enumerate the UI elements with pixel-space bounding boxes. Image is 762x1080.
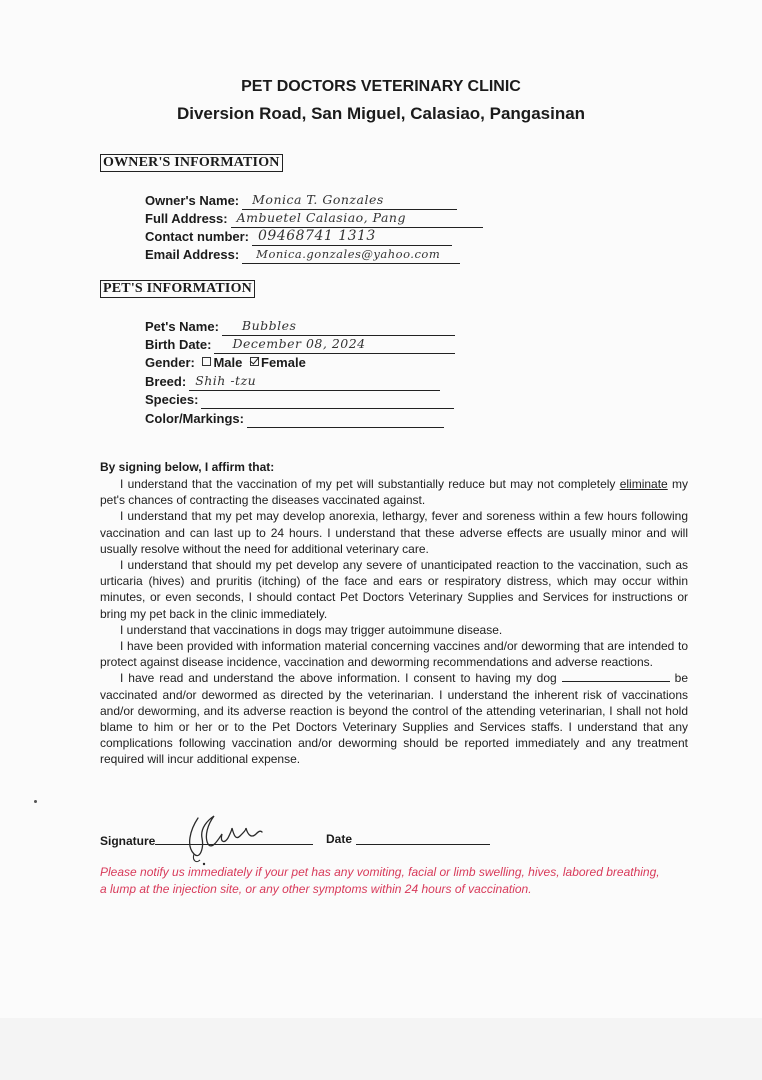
birth-date-value: December 08, 2024 bbox=[232, 336, 366, 351]
birth-date-label: Birth Date: bbox=[145, 337, 212, 352]
handwritten-signature bbox=[180, 800, 270, 866]
contact-number-line[interactable] bbox=[252, 230, 452, 246]
vaccination-notice: Please notify us immediately if your pet has any vomiting, facial or limb swelling, hives, labored breathing, a lump at the injection site, or any other symptoms within 24 hours of vaccination. bbox=[100, 865, 660, 896]
gender-label: Gender: bbox=[145, 355, 195, 370]
owner-section-title: OWNER'S INFORMATION bbox=[100, 154, 283, 172]
color-markings-label: Color/Markings: bbox=[145, 411, 244, 426]
gender-female-label: Female bbox=[261, 355, 306, 370]
affirmation-paragraph-6 bbox=[100, 670, 688, 767]
signature-label: Signature bbox=[100, 834, 156, 848]
affirmation-paragraph-5: I have been provided with information material concerning vaccines and/or deworming that are intended to protect against disease incidence, vaccination and deworming recommendations and adverse reactions. bbox=[100, 639, 688, 670]
pet-name-field bbox=[145, 318, 455, 336]
owner-address-label: Full Address: bbox=[145, 211, 228, 226]
breed-label: Breed: bbox=[145, 374, 187, 389]
email-line[interactable] bbox=[242, 248, 460, 264]
pet-name-label: Pet's Name: bbox=[145, 319, 219, 334]
gender-male-label: Male bbox=[213, 355, 243, 370]
scan-speck bbox=[34, 800, 37, 803]
owner-address-field bbox=[145, 210, 483, 228]
owner-address-value: Ambuetel Calasiao, Pang bbox=[236, 210, 406, 225]
email-label: Email Address: bbox=[145, 247, 240, 262]
p1-text-after: my pet's chances of contracting the diseases vaccinated against. bbox=[100, 477, 688, 508]
affirmation-body bbox=[100, 476, 688, 768]
gender-male-checkbox[interactable] bbox=[202, 357, 211, 366]
color-markings-field bbox=[145, 410, 444, 428]
p1-underlined: eliminate bbox=[619, 477, 668, 491]
gender-female-checkbox[interactable] bbox=[250, 357, 259, 366]
email-field bbox=[145, 246, 460, 264]
email-value: Monica.gonzales@yahoo.com bbox=[256, 247, 441, 261]
p1-text-before: I understand that the vaccination of my pet will substantially reduce but may not completely bbox=[120, 477, 620, 491]
breed-value: Shih -tzu bbox=[195, 373, 257, 388]
color-markings-line[interactable] bbox=[247, 412, 444, 428]
gender-field bbox=[145, 354, 306, 372]
owner-name-line[interactable] bbox=[242, 194, 457, 210]
breed-field bbox=[145, 373, 440, 391]
affirmation-paragraph-4: I understand that vaccinations in dogs may trigger autoimmune disease. bbox=[120, 622, 503, 637]
date-line[interactable] bbox=[356, 832, 490, 845]
birth-date-field bbox=[145, 336, 455, 354]
pet-section-title: PET'S INFORMATION bbox=[100, 280, 255, 298]
species-field bbox=[145, 391, 454, 409]
birth-date-line[interactable] bbox=[214, 338, 455, 354]
p6-text-after: be vaccinated and/or dewormed as directed by the veterinarian. I understand the inherent risk of vaccinations and/or deworming, and its adverse reaction is beyond the control of the attending veterinarian, I shall not hold blame to him or her or to the Pet Doctors Veterinary Supplies and Services staffs. I understand that any complications following vaccination and/or deworming should be reported immediately and any treatment required will incur additional expense. bbox=[100, 671, 689, 767]
affirmation-heading: By signing below, I affirm that: bbox=[100, 460, 275, 474]
pet-name-value: Bubbles bbox=[241, 318, 297, 333]
owner-name-label: Owner's Name: bbox=[145, 193, 240, 208]
contact-number-label: Contact number: bbox=[145, 229, 249, 244]
clinic-name: PET DOCTORS VETERINARY CLINIC bbox=[241, 78, 521, 95]
contact-number-value: 09468741 1313 bbox=[258, 228, 376, 244]
owner-name-field bbox=[145, 192, 457, 210]
pet-name-line[interactable] bbox=[222, 320, 455, 336]
species-label: Species: bbox=[145, 392, 199, 407]
contact-number-field bbox=[145, 228, 452, 246]
scan-bottom-strip bbox=[0, 1018, 762, 1080]
affirmation-paragraph-1 bbox=[100, 476, 688, 508]
breed-line[interactable] bbox=[189, 375, 440, 391]
clinic-address: Diversion Road, San Miguel, Calasiao, Pangasinan bbox=[176, 104, 586, 123]
species-line[interactable] bbox=[201, 393, 454, 409]
owner-address-line[interactable] bbox=[231, 212, 483, 228]
affirmation-paragraph-2: I understand that my pet may develop anorexia, lethargy, fever and soreness within a few hours following vaccination and can last up to 24 hours. I understand that these adverse effects are usually minor and will usually resolve without the need for additional veterinary care. bbox=[100, 509, 688, 556]
owner-name-value: Monica T. Gonzales bbox=[252, 192, 384, 207]
affirmation-paragraph-3: I understand that should my pet develop any severe of unanticipated reaction to the vaccination, such as urticaria (hives) and pruritis (itching) of the face and ears or respiratory distress, which may occur within minutes, or even seconds, I should contact Pet Doctors Veterinary Supplies and Services for instructions or bring my pet back in the clinic immediately. bbox=[100, 558, 688, 621]
p6-text-before: I have read and understand the above information. I consent to having my dog bbox=[120, 671, 557, 686]
date-label: Date bbox=[326, 832, 353, 846]
dog-name-blank[interactable] bbox=[562, 670, 670, 682]
